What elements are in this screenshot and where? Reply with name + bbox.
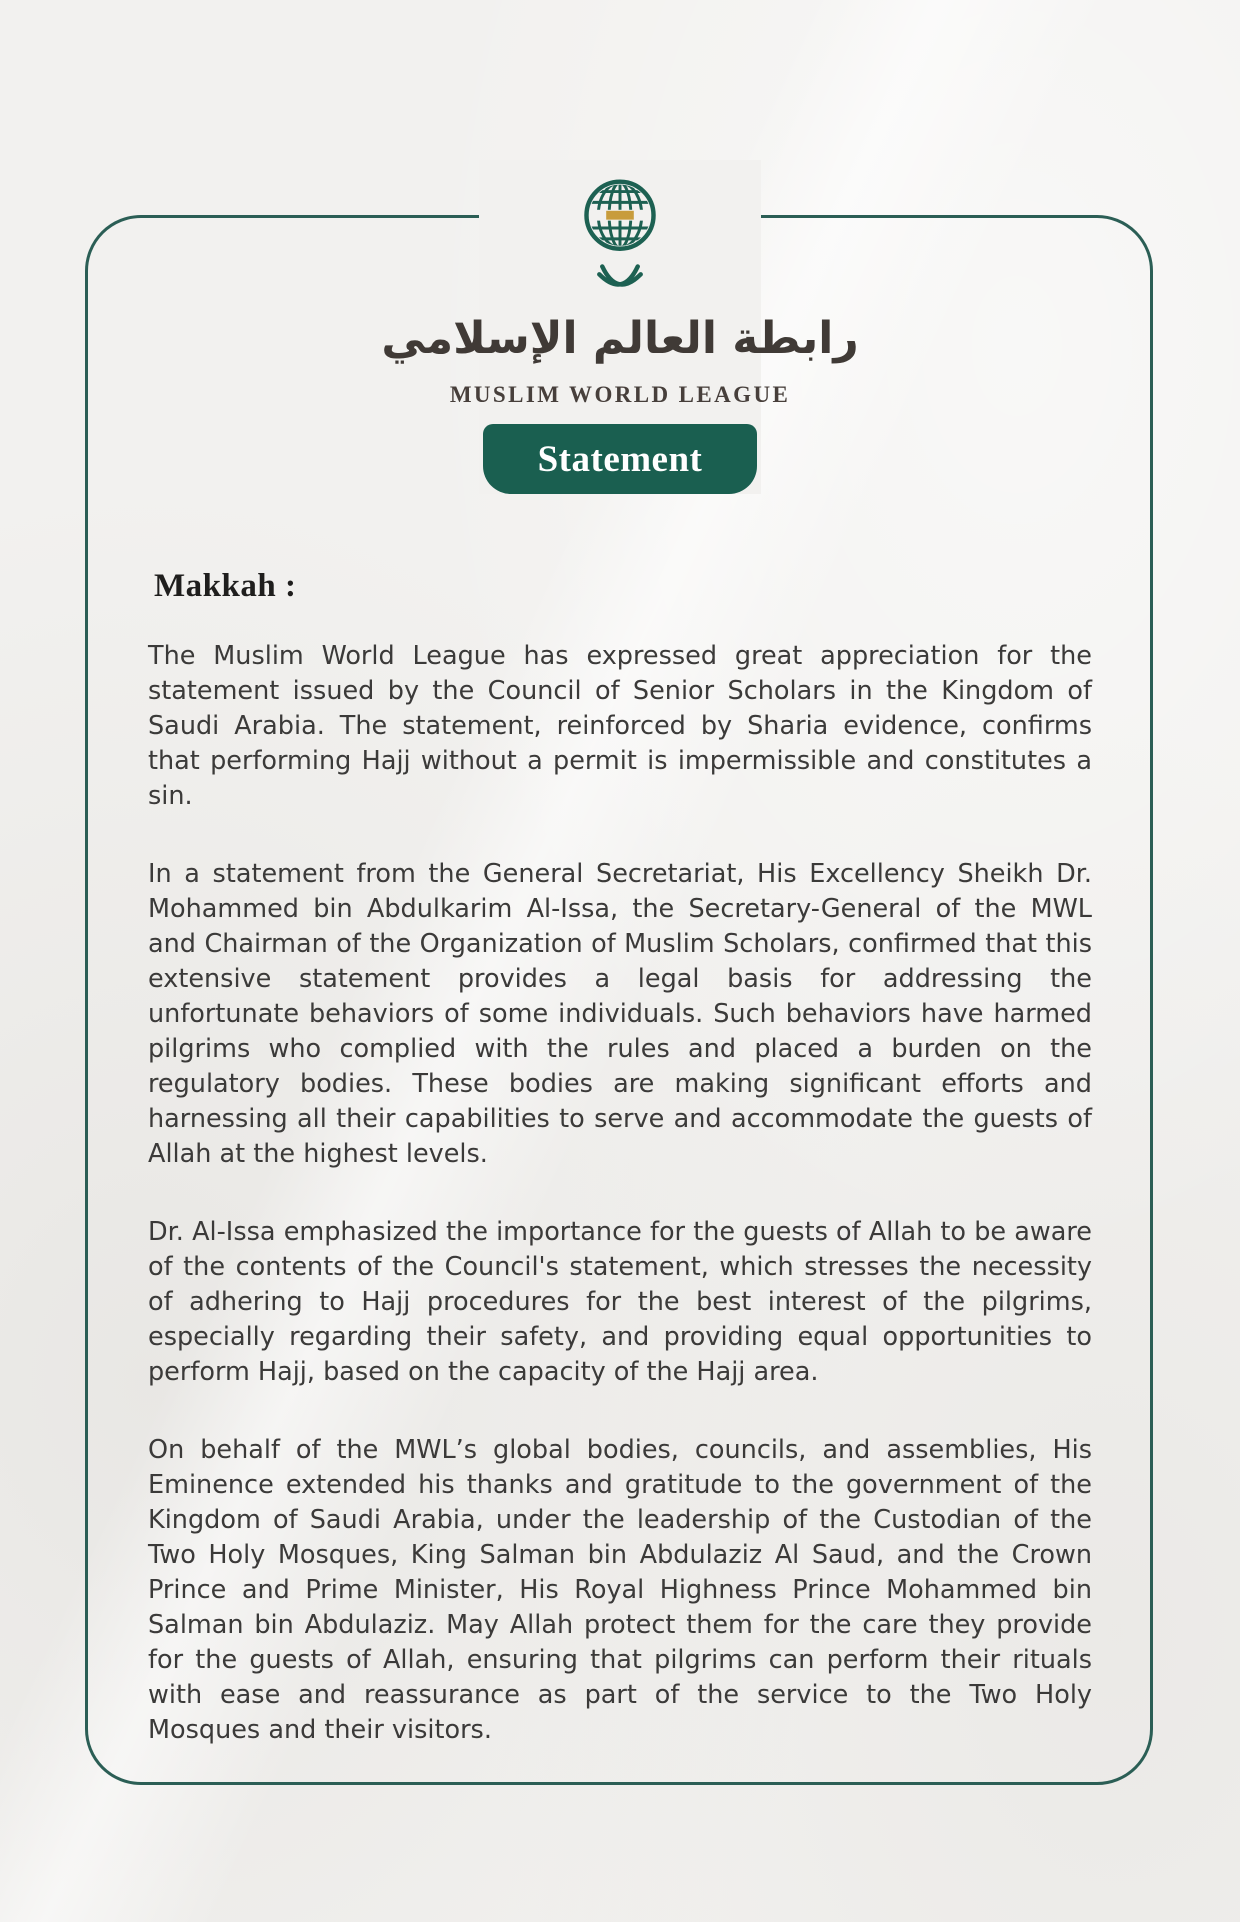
arabic-wordmark: رابطة العالم الإسلامي: [381, 313, 859, 364]
statement-paragraph: The Muslim World League has expressed great appreciation for the statement issued by the Council of Senior Scholars in the Kingdom of Saudi Arabia. The statement, reinforced by Sharia evidence, confirms that performing Hajj without a permit is impermissible and constitutes a sin.: [148, 641, 1092, 811]
statement-paragraph: Dr. Al-Issa emphasized the importance for the guests of Allah to be aware of the contents of the Council's statement, which stresses the necessity of adhering to Hajj procedures for the best interest of the pilgrims, especially regarding their safety, and providing equal opportunities to perform Hajj, based on the capacity of the Hajj area.: [148, 1217, 1092, 1387]
mwl-logo: [381, 160, 859, 494]
statement-paragraph: On behalf of the MWL’s global bodies, councils, and assemblies, His Eminence extended his thanks and gratitude to the government of the Kingdom of Saudi Arabia, under the leadership of the Custodian of the Two Holy Mosques, King Salman bin Abdulaziz Al Saud, and the Crown Prince and Prime Minister, His Royal Highness Prince Mohammed bin Salman bin Abdulaziz. May Allah protect them for the care they provide for the guests of Allah, ensuring that pilgrims can perform their rituals with ease and reassurance as part of the service to the Two Holy Mosques and their visitors.: [148, 1435, 1092, 1745]
statement-paragraph: In a statement from the General Secretariat, His Excellency Sheikh Dr. Mohammed bin Abdulkarim Al-Issa, the Secretary-General of the MWL and Chairman of the Organization of Muslim Scholars, confirmed that this extensive statement provides a legal basis for addressing the unfortunate behaviors of some individuals. Such behaviors have harmed pilgrims who complied with the rules and placed a burden on the regulatory bodies. These bodies are making significant efforts and harnessing all their capabilities to serve and accommodate the guests of Allah at the highest levels.: [148, 859, 1092, 1169]
location-heading: Makkah :: [154, 568, 297, 604]
org-name: MUSLIM WORLD LEAGUE: [449, 382, 791, 407]
mwl-emblem-icon: [546, 160, 694, 300]
gold-band: [606, 211, 634, 220]
statement-badge-label: Statement: [537, 438, 703, 480]
statement-badge: [483, 424, 757, 494]
statement-body: [148, 568, 1092, 1748]
